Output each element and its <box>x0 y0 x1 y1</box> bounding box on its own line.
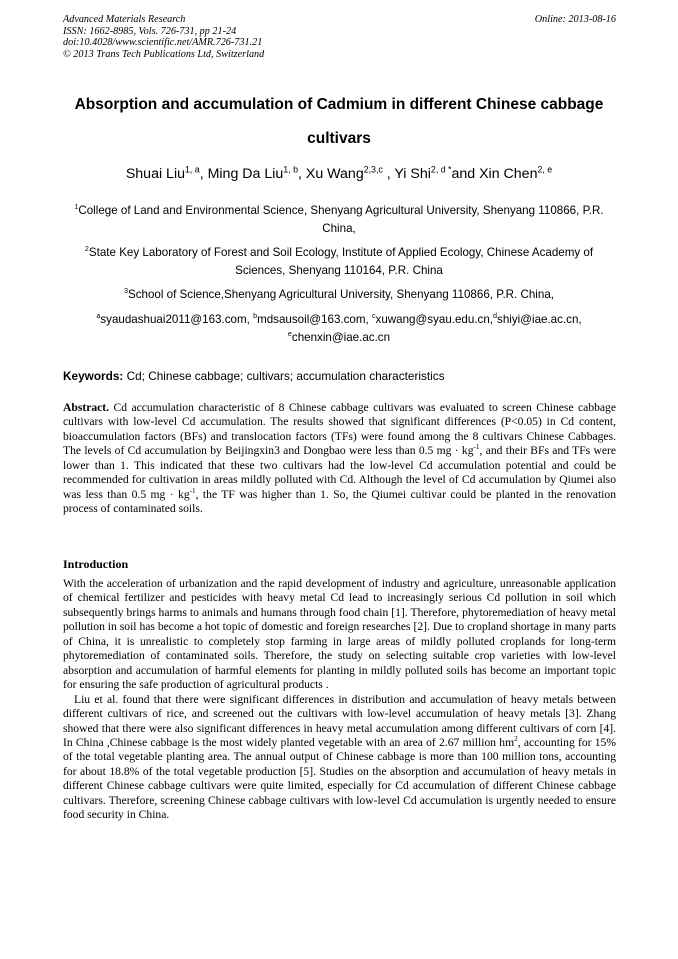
email-link[interactable]: shiyi@iae.ac.cn, <box>497 313 582 326</box>
intro-paragraph-2 <box>63 693 616 823</box>
email-list <box>62 311 616 346</box>
author-list <box>40 164 638 184</box>
email-sup: d <box>493 311 498 321</box>
title-line-2: cultivars <box>307 130 371 147</box>
affiliation-text: College of Land and Environmental Science, Shenyang Agricultural University, Shenyang 110866, P.R. China, <box>78 204 604 235</box>
affiliation-1 <box>62 202 616 237</box>
email-link[interactable]: chenxin@iae.ac.cn <box>291 330 391 344</box>
intro-text: Liu et al. found that there were significant differences in distribution and accumulation of heavy metals between different cultivars of rice, and screened out the cultivars with low-level accumulation of heavy metals [3]. Zhang showed that there were also significant differences in heavy metal accumulation among different cultivars of corn [4]. In China ,Chinese cabbage is the most widely planted vegetable with an area of 2.67 million hm <box>63 692 616 749</box>
copyright-line: © 2013 Trans Tech Publications Ltd, Switzerland <box>63 48 265 60</box>
abstract <box>63 401 616 517</box>
author-name: Xin Chen <box>479 166 538 182</box>
introduction-heading: Introduction <box>63 557 129 571</box>
abstract-sup: -1 <box>189 486 196 495</box>
affiliation-2 <box>62 244 616 279</box>
doi-link[interactable]: doi:10.4028/www.scientific.net/AMR.726-731.21 <box>63 37 263 49</box>
author-name: Shuai Liu <box>125 166 185 182</box>
email-sup: a <box>96 311 101 321</box>
abstract-text: , the TF was higher than 1. So, the Qiumei cultivar could be planted in the renovation process of contaminated soils. <box>63 487 616 516</box>
affiliation-sup: 2 <box>84 244 89 254</box>
author-separator: , <box>382 166 395 182</box>
online-date: Online: 2013-08-16 <box>534 14 616 25</box>
title-line-1: Absorption and accumulation of Cadmium in different Chinese cabbage <box>74 96 604 113</box>
affiliation-text: School of Science,Shenyang Agricultural University, Shenyang 110866, P.R. China, <box>127 288 554 301</box>
author-sup: 2, e <box>537 164 553 175</box>
keywords <box>63 368 615 384</box>
affiliation-text: State Key Laboratory of Forest and Soil Ecology, Institute of Applied Ecology, Chinese Academy of Sciences, Shenyang 110164, P.R. China <box>88 246 594 277</box>
abstract-sup: -1 <box>473 443 480 452</box>
author-name: Ming Da Liu <box>207 166 284 182</box>
keywords-label: Keywords: <box>63 369 124 383</box>
author-sup: 2,3,c <box>363 164 383 175</box>
intro-sup: 2 <box>514 735 518 744</box>
journal-name: Advanced Materials Research <box>63 14 186 25</box>
affiliation-sup: 1 <box>74 202 79 212</box>
intro-paragraph-1: With the acceleration of urbanization and the rapid development of industry and agriculture, unreasonable application of chemical fertilizer and pesticides with heavy metal Cd lead to increasingly serious Cd pollution in soil which subsequently brings harms to animals and humans through food chain [1]. Therefore, phytoremediation of heavy metal pollution in soil has become a hot topic of domestic and foreign researches [2]. Due to cropland shortage in many parts of China, it is unrealistic to completely stop farming in large areas of mildly polluted croplands for long-term phytoremediation of contaminated soils. Therefore, the study on selecting suitable crop varieties with low-level absorption and accumulation of harmful elements for planting in mildly polluted soils has become an important topic for ensuring the safe production of agricultural products . <box>63 577 616 692</box>
email-sup: c <box>371 311 376 321</box>
author-name: Xu Wang <box>305 166 364 182</box>
email-link[interactable]: mdsausoil@163.com, <box>257 313 372 326</box>
author-sup: 2, d * <box>430 164 452 175</box>
author-separator: and <box>451 166 480 182</box>
email-sup: e <box>287 328 292 338</box>
keywords-text: Cd; Chinese cabbage; cultivars; accumulation characteristics <box>123 369 445 383</box>
affiliation-sup: 3 <box>123 286 128 296</box>
email-link[interactable]: xuwang@syau.edu.cn, <box>375 313 494 326</box>
issn-line: ISSN: 1662-8985, Vols. 726-731, pp 21-24 <box>63 25 237 37</box>
author-separator: , <box>199 166 208 182</box>
abstract-label: Abstract. <box>63 401 110 414</box>
author-sup: 1, a <box>185 164 200 175</box>
author-sup: 1, b <box>283 164 298 175</box>
email-sup: b <box>253 311 258 321</box>
paper-title <box>40 88 638 156</box>
intro-text: , accounting for 15% of the total vegetable planting area. The annual output of Chinese cabbage is more than 100 million tons, accounting for about 18.8% of the total vegetable production [5]. Studies on the absorption and accumulation of heavy metals in different Chinese cabbage cultivars were quite limited, especially for Cd accumulation of different Chinese cabbage cultivars. Therefore, screening Chinese cabbage cultivars with low-level Cd accumulation is urgently needed to ensure food security in China. <box>63 735 616 822</box>
email-link[interactable]: syaudashuai2011@163.com, <box>100 313 254 326</box>
journal-header <box>63 14 264 60</box>
author-name: Yi Shi <box>394 166 431 182</box>
introduction-body <box>63 577 616 823</box>
abstract-text: , and their BFs and TFs were lower than 1. This indicated that these two cultivars had the low-level Cd accumulation potential and could be recommended for cultivation in areas mildly polluted with Cd. Although the level of Cd accumulation by Qiumei also was less than 0.5 mg · kg <box>63 444 616 501</box>
abstract-text: Cd accumulation characteristic of 8 Chinese cabbage cultivars was evaluated to screen Chinese cabbage cultivars with low-level Cd accumulation. The results showed that significant differences (P<0.05) in Cd content, bioaccumulation factors (BFs) and translocation factors (TFs) were found among the 8 cultivars Chinese Cabbages. The levels of Cd accumulation by Beijingxin3 and Dongbao were less than 0.5 mg · kg <box>63 401 616 458</box>
author-separator: , <box>297 166 306 182</box>
affiliation-3 <box>62 286 616 304</box>
